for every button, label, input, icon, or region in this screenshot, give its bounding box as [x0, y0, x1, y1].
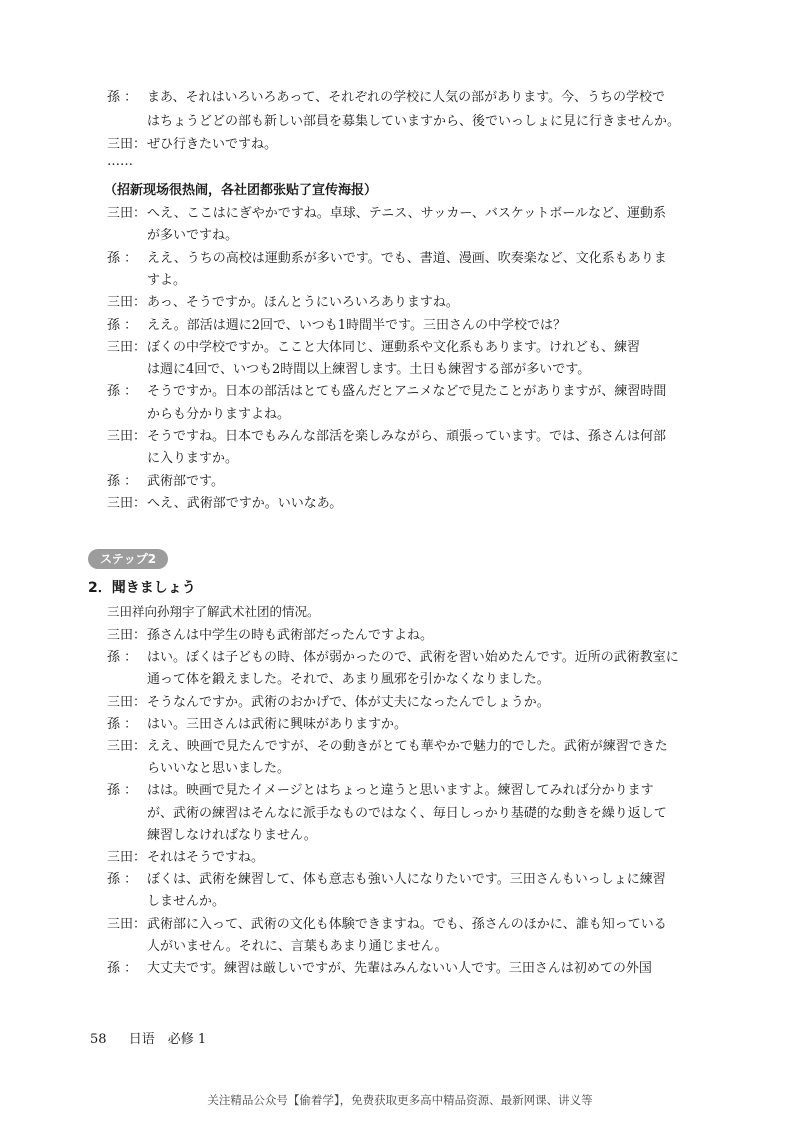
dialogue-line: [0, 803, 800, 825]
dialogue-line: [0, 87, 800, 109]
dialogue-line: [0, 225, 800, 247]
dialogue-text: へえ、武術部ですか。いいなあ。: [147, 495, 343, 511]
dialogue-text: が多いですね。: [147, 228, 239, 244]
dialogue-text: 武術部です。: [147, 473, 224, 489]
ellipsis: ……: [107, 154, 133, 169]
dialogue-text: 孫さんは中学生の時も武術部だったんですよね。: [147, 628, 434, 643]
dialogue-line: [0, 692, 800, 714]
dialogue-line: [0, 493, 800, 515]
dialogue-text: ぼくは、武術を練習して、体も意志も強い人になりたいです。三田さんもいっしょに練習: [147, 872, 666, 888]
dialogue-line: [0, 270, 800, 292]
dialogue-text: らいいなと思いました。: [147, 761, 291, 777]
dialogue-text: 練習しなければなりません。: [147, 827, 317, 843]
dialogue-line: [0, 337, 800, 359]
dialogue-line: [0, 714, 800, 736]
dialogue-line: [0, 381, 800, 403]
dialogue-text: 武術部に入って、武術の文化も体験できますね。でも、孫さんのほかに、誰も知っている: [147, 916, 667, 932]
speaker-label: 三田：: [107, 339, 147, 355]
book-title: 日语 必修 1: [128, 1032, 207, 1047]
dialogue-line: [0, 847, 800, 869]
dialogue-line: [0, 248, 800, 270]
dialogue-line: [0, 471, 800, 493]
speaker-label: 三田：: [107, 739, 147, 754]
dialogue-line: [0, 647, 800, 669]
speaker-label: 孫 ：: [107, 250, 138, 266]
page-footer: [90, 1028, 206, 1047]
dialogue-line: [0, 780, 800, 802]
dialogue-text: そうですか。日本の部活はとても盛んだとアニメなどで見たことがありますが、練習時間: [147, 384, 667, 400]
dialogue-text: はは。映画で見たイメージとはちょっと違うと思いますよ。練習してみれば分かります: [147, 783, 654, 799]
dialogue-line: [0, 625, 800, 647]
dialogue-text: が、武術の練習はそんなに派手なものではなく、毎日しっかり基礎的な動きを繰り返して: [147, 805, 667, 821]
dialogue-text: まあ、それはいろいろあって、それぞれの学校に人気の部があります。今、うちの学校で: [147, 90, 666, 105]
dialogue-text: すよ。: [147, 272, 187, 288]
section-intro: 三田祥向孙翔宇了解武术社团的情况。: [107, 604, 320, 619]
dialogue-line: [0, 936, 800, 958]
dialogue-text: ええ。部活は週に2回で、いつも1時間半です。三田さんの中学校では？: [147, 317, 567, 333]
dialogue-text: それはそうですね。: [147, 850, 265, 865]
dialogue-text: に入りますか。: [147, 451, 239, 467]
dialogue-text: あっ、そうですか。ほんとうにいろいろありますね。: [147, 295, 459, 311]
dialogue-text: 通って体を鍛えました。それで、あまり風邪を引かなくなりました。: [147, 672, 550, 688]
page-number: 58: [90, 1032, 107, 1047]
speaker-label: 孫 ：: [107, 384, 138, 400]
speaker-label: 三田：: [107, 295, 147, 311]
speaker-label: 孫 ：: [107, 872, 138, 888]
dialogue-text: はちょうどどの部も新しい部員を募集していますから、後でいっしょに見に行きませんか。: [147, 113, 681, 129]
dialogue-line: [0, 203, 800, 225]
dialogue-line: [0, 404, 800, 426]
dialogue-text: はい。ぼくは子どもの時、体が弱かったので、武術を習い始めたんです。近所の武術教室に: [147, 650, 679, 666]
dialogue-text: からも分かりますよね。: [147, 406, 291, 422]
stage-direction: （招新现场很热闹，各社团都张贴了宣传海报）: [104, 183, 378, 198]
dialogue-line: [0, 134, 800, 156]
dialogue-line: [0, 758, 800, 780]
dialogue-line: [0, 669, 800, 691]
speaker-label: 三田：: [107, 850, 147, 865]
speaker-label: 三田：: [107, 916, 147, 932]
dialogue-line: [0, 315, 800, 337]
speaker-label: 三田：: [107, 694, 147, 710]
dialogue-line: [0, 958, 800, 980]
dialogue-line: [0, 111, 800, 133]
speaker-label: 孫 ：: [107, 961, 138, 976]
dialogue-line: [0, 891, 800, 913]
speaker-label: 孫 ：: [107, 783, 138, 799]
speaker-label: 孫 ：: [107, 473, 138, 489]
watermark-text: 关注精品公众号【偷着学】，免费获取更多高中精品资源、最新网课、讲义等: [207, 1093, 593, 1107]
dialogue-line: [0, 914, 800, 936]
dialogue-line: [0, 292, 800, 314]
dialogue-text: 大丈夫です。練習は厳しいですが、先輩はみんないい人です。三田さんは初めての外国: [147, 961, 652, 976]
speaker-label: 三田：: [107, 495, 147, 511]
dialogue-text: ぜひ行きたいですね。: [147, 137, 278, 152]
dialogue-text: はい。三田さんは武術に興味がありますか。: [147, 716, 408, 732]
dialogue-line: [0, 869, 800, 891]
dialogue-text: は週に4回で、いつも2時間以上練習します。土日も練習する部が多いです。: [147, 362, 591, 378]
dialogue-text: ええ、うちの高校は運動系が多いです。でも、書道、漫画、吹奏楽など、文化系もありま: [147, 250, 667, 266]
speaker-label: 三田：: [107, 137, 147, 152]
dialogue-text: へえ、ここはにぎやかですね。卓球、テニス、サッカー、バスケットボールなど、運動系: [147, 206, 666, 221]
section-title: 2．聞きましょう: [88, 580, 196, 596]
dialogue-line: [0, 825, 800, 847]
speaker-label: 三田：: [107, 429, 147, 444]
speaker-label: 孫 ：: [107, 317, 138, 333]
speaker-label: 三田：: [107, 628, 147, 643]
speaker-label: 三田：: [107, 206, 147, 221]
dialogue-text: しませんか。: [147, 894, 226, 910]
dialogue-text: 人がいません。それに、言葉もあまり通じません。: [147, 938, 448, 954]
dialogue-text: そうですね。日本でもみんな部活を楽しみながら、頑張っています。では、孫さんは何部: [147, 429, 666, 444]
dialogue-text: そうなんですか。武術のおかげで、体が丈夫になったんでしょうか。: [147, 694, 550, 710]
step-badge: ステップ2: [88, 549, 168, 569]
dialogue-line: [0, 426, 800, 448]
dialogue-line: [0, 736, 800, 758]
dialogue-line: [0, 359, 800, 381]
speaker-label: 孫 ：: [107, 716, 138, 732]
speaker-label: 孫 ：: [107, 650, 138, 666]
dialogue-line: [0, 448, 800, 470]
speaker-label: 孫 ：: [107, 90, 138, 105]
dialogue-text: ぼくの中学校ですか。ここと大体同じ、運動系や文化系もあります。けれども、練習: [147, 339, 640, 355]
dialogue-text: ええ、映画で見たんですが、その動きがとても華やかで魅力的でした。武術が練習できた: [147, 739, 668, 754]
